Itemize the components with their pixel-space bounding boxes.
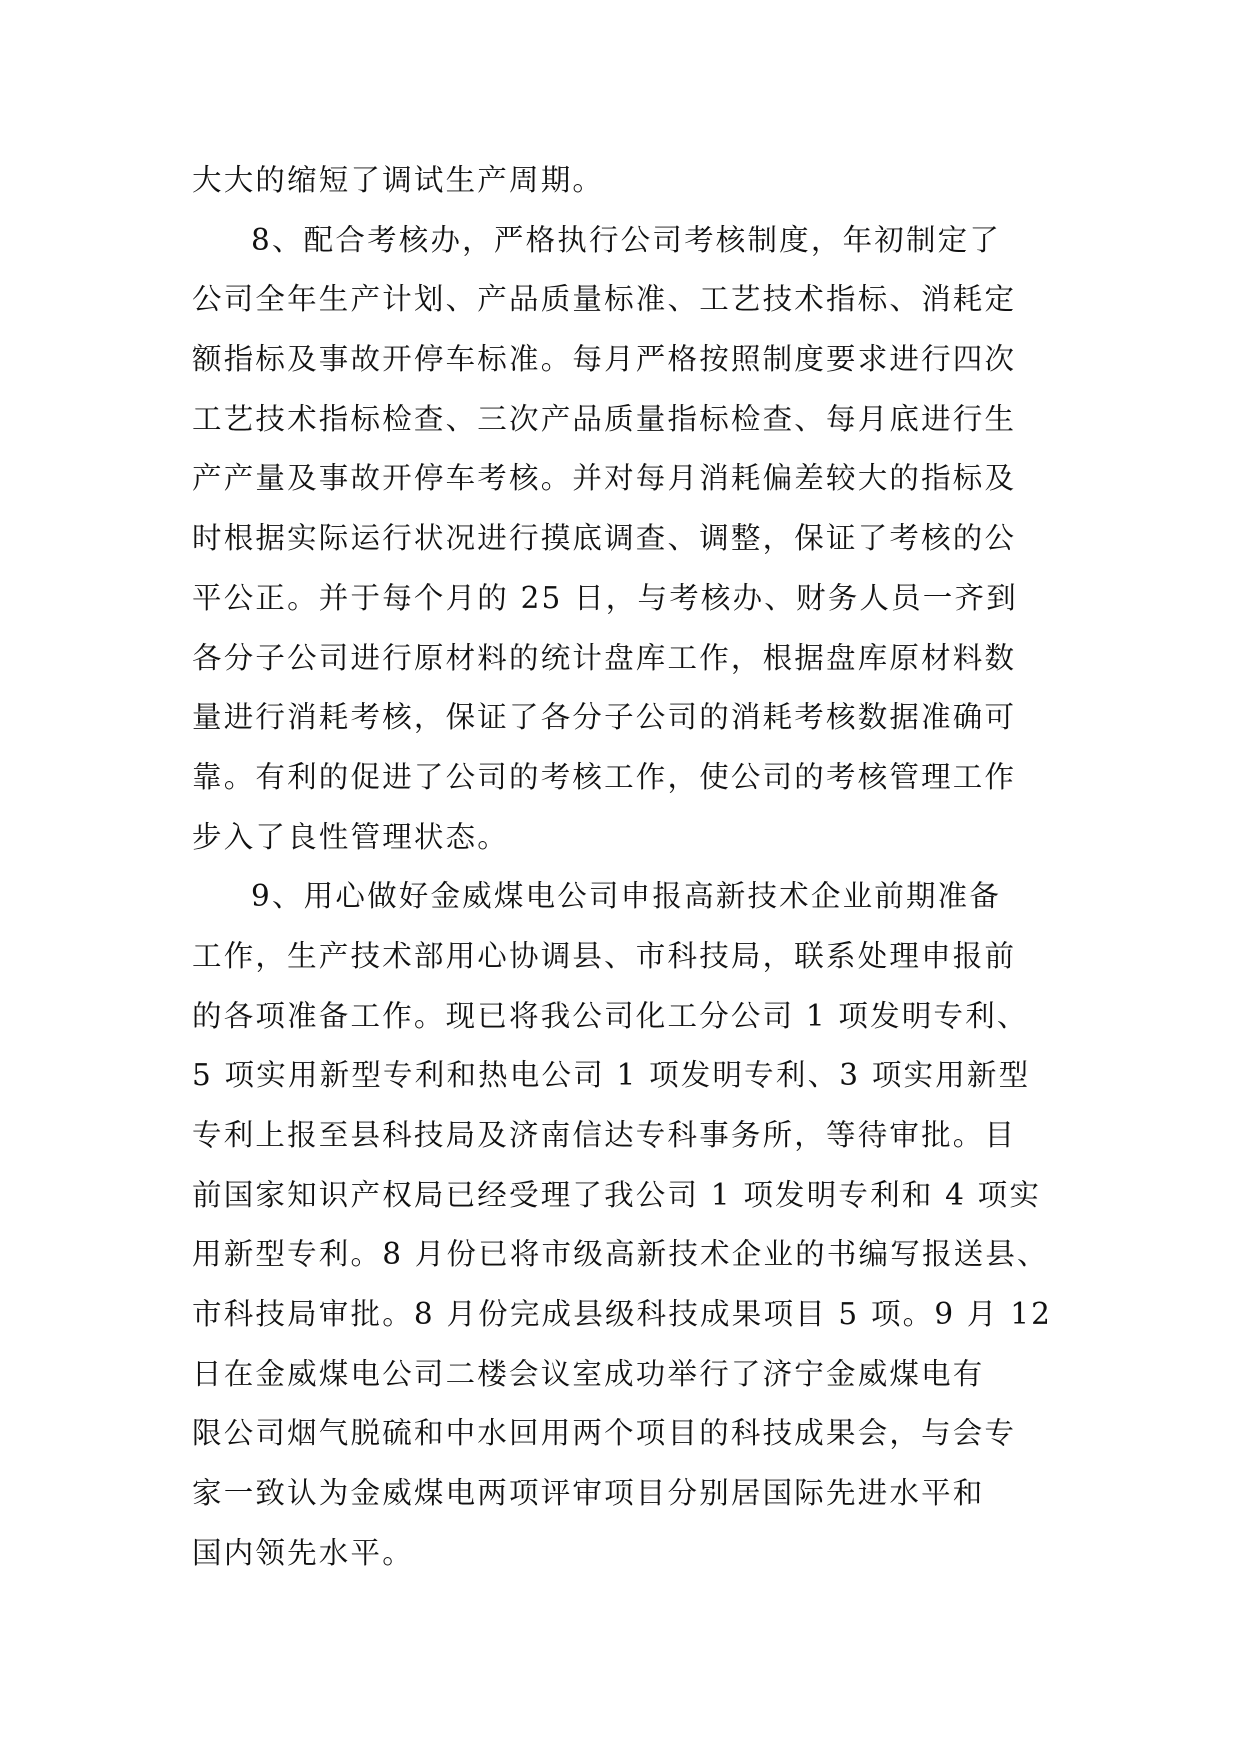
text-line: 平公正。并于每个月的 25 日，与考核办、财务人员一齐到 [192, 580, 1018, 615]
text-line: 的各项准备工作。现已将我公司化工分公司 1 项发明专利、 [192, 998, 1029, 1033]
text-line: 工作，生产技术部用心协调县、市科技局，联系处理申报前 [192, 938, 1017, 973]
text-line: 专利上报至县科技局及济南信达专科事务所，等待审批。目 [192, 1118, 1017, 1152]
text-line: 额指标及事故开停车标准。每月严格按照制度要求进行四次 [192, 342, 1017, 377]
text-line: 日在金威煤电公司二楼会议室成功举行了济宁金威煤电有 [192, 1356, 985, 1391]
text-line: 产产量及事故开停车考核。并对每月消耗偏差较大的指标及 [192, 461, 1017, 496]
text-line: 前国家知识产权局已经受理了我公司 1 项发明专利和 4 项实 [192, 1177, 1042, 1212]
text-line: 步入了良性管理状态。 [192, 819, 510, 854]
text-line: 限公司烟气脱硫和中水回用两个项目的科技成果会，与会专 [192, 1416, 1017, 1451]
text-line: 大大的缩短了调试生产周期。 [192, 163, 605, 197]
text-line: 家一致认为金威煤电两项评审项目分别居国际先进水平和 [192, 1476, 985, 1511]
text-line: 各分子公司进行原材料的统计盘库工作，根据盘库原材料数 [192, 640, 1017, 675]
text-line: 时根据实际运行状况进行摸底调查、调整，保证了考核的公 [192, 521, 1017, 556]
text-line: 市科技局审批。8 月份完成县级科技成果项目 5 项。9 月 12 [192, 1297, 1053, 1332]
paragraph-first-line: 8、配合考核办，严格执行公司考核制度，年初制定了 [251, 222, 1002, 257]
text-line: 用新型专利。8 月份已将市级高新技术企业的书编写报送县、 [192, 1237, 1049, 1272]
text-line: 工艺技术指标检查、三次产品质量指标检查、每月底进行生 [192, 401, 1017, 436]
text-line: 量进行消耗考核，保证了各分子公司的消耗考核数据准确可 [192, 700, 1017, 735]
paragraph-first-line: 9、用心做好金威煤电公司申报高新技术企业前期准备 [251, 879, 1002, 914]
text-line: 5 项实用新型专利和热电公司 1 项发明专利、3 项实用新型 [192, 1058, 1031, 1093]
body-text [192, 151, 1064, 1584]
text-line: 国内领先水平。 [192, 1535, 414, 1570]
text-line: 靠。有利的促进了公司的考核工作，使公司的考核管理工作 [192, 759, 1017, 794]
text-line: 公司全年生产计划、产品质量标准、工艺技术指标、消耗定 [192, 282, 1017, 317]
